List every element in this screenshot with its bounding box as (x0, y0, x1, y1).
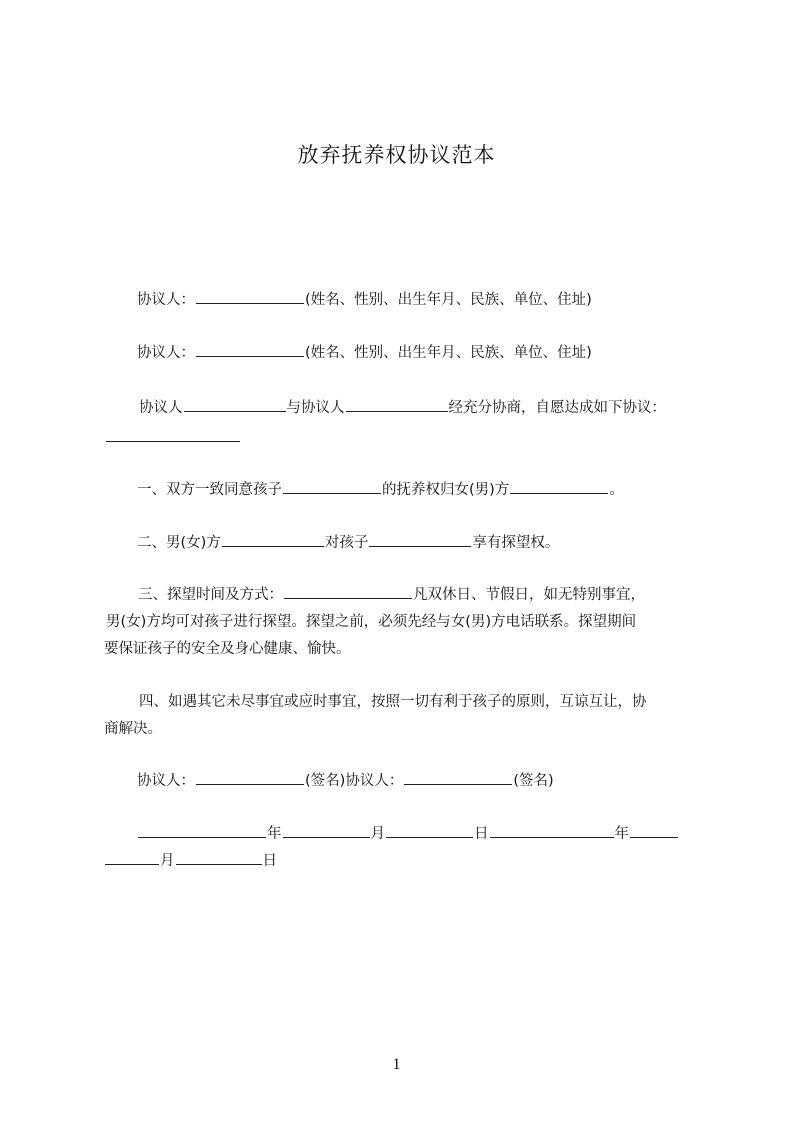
agreement-intro (139, 393, 739, 423)
party-line-2-label: 协议人： (137, 345, 195, 361)
agreement-intro-part-3: 经充分协商，自愿达成如下协议： (448, 400, 666, 416)
date-year-2-label: 年 (614, 826, 629, 842)
page-number: 1 (392, 1056, 401, 1073)
party-line-1-label: 协议人： (137, 292, 195, 308)
clause-2-prefix: 二、男(女)方 (137, 535, 221, 551)
agreement-intro-line-1 (139, 393, 739, 423)
clause-2-suffix: 享有探望权。 (472, 535, 560, 551)
signature-blank-2 (404, 771, 512, 785)
document-title: 放弃抚养权协议范本 (297, 143, 496, 167)
date-month-1-label: 月 (370, 826, 385, 842)
date-day-2-blank (176, 851, 262, 865)
signature-line (137, 766, 737, 796)
agreement-intro-part-2: 与协议人 (286, 400, 345, 416)
date-year-1-label: 年 (267, 826, 282, 842)
clause-4-line-1 (139, 687, 739, 717)
clause-3-second-line: 男(女)方均可对孩子进行探望。探望之前，必须先经与女(男)方电话联系。探望期间 (106, 614, 637, 630)
party-line-2-blank (196, 343, 304, 357)
clause-4-first-line: 四、如遇其它未尽事宜或应时事宜，按照一切有利于孩子的原则，互谅互让，协 (139, 694, 647, 710)
agreement-intro-blank-2 (346, 398, 448, 412)
signature-blank-1 (196, 771, 304, 785)
date-month-2-label: 月 (160, 853, 175, 869)
date-line-1 (137, 819, 737, 849)
clause-4-line-2 (104, 714, 704, 744)
date-line-1-text (137, 819, 737, 849)
party-line-1 (137, 285, 737, 315)
clause-2-blank-1 (222, 533, 324, 547)
clause-4-second-line: 商解决。 (104, 721, 162, 737)
date-day-2-label: 日 (262, 853, 277, 869)
signature-sign-1: (签名) (305, 773, 346, 789)
clause-3-line-3 (104, 634, 704, 664)
clause-1-middle: 的抚养权归女(男)方 (382, 482, 510, 498)
date-line-2 (104, 846, 704, 876)
clause-2-blank-2 (369, 533, 471, 547)
clause-2-middle: 对孩子 (324, 535, 369, 551)
clause-1-suffix: 。 (609, 482, 624, 498)
date-month-2-blank-start (630, 824, 678, 838)
date-year-2-blank (490, 824, 614, 838)
signature-line-text (137, 766, 737, 796)
clause-1-line (137, 475, 737, 505)
party-line-2-text (137, 338, 737, 368)
clause-3-third-line: 要保证孩子的安全及身心健康、愉快。 (104, 641, 351, 657)
clause-3-line-2 (106, 607, 706, 637)
clause-1-prefix: 一、双方一致同意孩子 (137, 482, 282, 498)
clause-1-blank-2 (510, 480, 608, 494)
date-year-1-blank (138, 824, 266, 838)
clause-1 (137, 475, 737, 505)
clause-3-first-line (138, 580, 738, 610)
signature-sign-2: (签名) (513, 773, 554, 789)
date-day-1-label: 日 (474, 826, 489, 842)
date-day-1-blank (386, 824, 473, 838)
party-line-1-blank (196, 290, 304, 304)
party-line-1-text (137, 285, 737, 315)
agreement-intro-continuation (105, 423, 705, 453)
clause-3-line-1-suffix: 凡双休日、节假日，如无特别事宜， (413, 587, 645, 603)
clause-3-blank (284, 585, 412, 599)
party-line-2-note: (姓名、性别、出生年月、民族、单位、住址) (305, 345, 592, 361)
clause-3-line-1 (138, 580, 738, 610)
party-line-2 (137, 338, 737, 368)
agreement-intro-blank-1 (184, 398, 286, 412)
date-month-2-blank-end (105, 851, 159, 865)
clause-3-prefix: 三、探望时间及方式： (138, 587, 283, 603)
clause-1-blank-1 (283, 480, 381, 494)
party-line-1-note: (姓名、性别、出生年月、民族、单位、住址) (305, 292, 592, 308)
date-month-1-blank (283, 824, 370, 838)
signature-label-2: 协议人： (345, 773, 404, 789)
clause-2-line (137, 528, 737, 558)
clause-2 (137, 528, 737, 558)
agreement-intro-part-1: 协议人 (139, 400, 183, 416)
date-line-2-text (104, 846, 704, 876)
signature-label-1: 协议人： (137, 773, 195, 789)
agreement-intro-blank-3 (106, 428, 240, 442)
